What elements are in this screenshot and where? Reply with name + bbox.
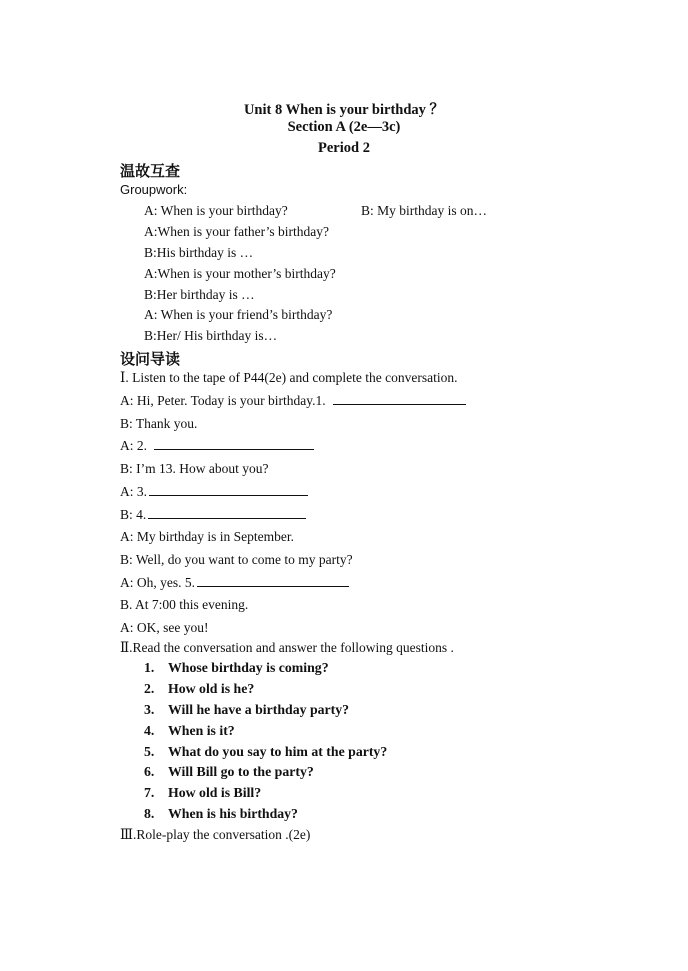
dialogue-line: B. At 7:00 this evening. [120, 597, 249, 612]
question-item: 1. Whose birthday is coming? [144, 660, 329, 675]
dialogue-line [120, 393, 466, 409]
part3-instruction: Ⅲ.Role-play the conversation .(2e) [120, 827, 311, 842]
review-line: B:His birthday is … [144, 245, 254, 260]
question-item: 5. What do you say to him at the party? [144, 744, 388, 759]
answer-blank[interactable] [197, 575, 349, 587]
dialogue-line: B: I’m 13. How about you? [120, 461, 269, 476]
question-item: 7. How old is Bill? [144, 785, 262, 800]
groupwork-label: Groupwork: [120, 182, 188, 197]
dialogue-line: B: Well, do you want to come to my party? [120, 552, 353, 567]
section-title: Section A (2e—3c) [287, 119, 401, 135]
answer-blank[interactable] [333, 393, 466, 405]
dialogue-text: A: Oh, yes. 5. [120, 575, 195, 590]
question-item: 2. How old is he? [144, 681, 255, 696]
dialogue-line: A: My birthday is in September. [120, 529, 294, 544]
review-line: A:When is your mother’s birthday? [144, 266, 336, 281]
answer-blank[interactable] [148, 507, 306, 519]
review-line: B: My birthday is on… [361, 203, 488, 218]
part2-instruction: Ⅱ.Read the conversation and answer the following questions . [120, 640, 454, 655]
review-heading: 温故互查 [120, 162, 181, 180]
unit-title: Unit 8 When is your birthday ？ [243, 102, 445, 118]
dialogue-line [120, 575, 349, 591]
answer-blank[interactable] [149, 484, 308, 496]
review-line: B:Her/ His birthday is… [144, 328, 278, 343]
question-item: 4. When is it? [144, 723, 235, 738]
dialogue-text: A: 3. [120, 484, 147, 499]
review-line: A: When is your birthday? [144, 203, 288, 218]
guide-heading: 设问导读 [120, 350, 181, 368]
part1-instruction: Ⅰ. Listen to the tape of P44(2e) and complete the conversation. [120, 370, 458, 385]
dialogue-line [120, 507, 306, 523]
question-item: 3. Will he have a birthday party? [144, 702, 350, 717]
question-item: 8. When is his birthday? [144, 806, 298, 821]
dialogue-text: A: 2. [120, 438, 147, 453]
dialogue-line [120, 438, 314, 454]
dialogue-text: B: 4. [120, 507, 147, 522]
dialogue-text: A: Hi, Peter. Today is your birthday.1. [120, 393, 326, 408]
period-title: Period 2 [318, 140, 370, 156]
dialogue-line: A: OK, see you! [120, 620, 209, 635]
review-line: B:Her birthday is … [144, 287, 255, 302]
dialogue-line [120, 484, 308, 500]
review-line: A:When is your father’s birthday? [144, 224, 329, 239]
review-line: A: When is your friend’s birthday? [144, 307, 333, 322]
dialogue-line: B: Thank you. [120, 416, 198, 431]
question-item: 6. Will Bill go to the party? [144, 764, 314, 779]
answer-blank[interactable] [154, 438, 314, 450]
